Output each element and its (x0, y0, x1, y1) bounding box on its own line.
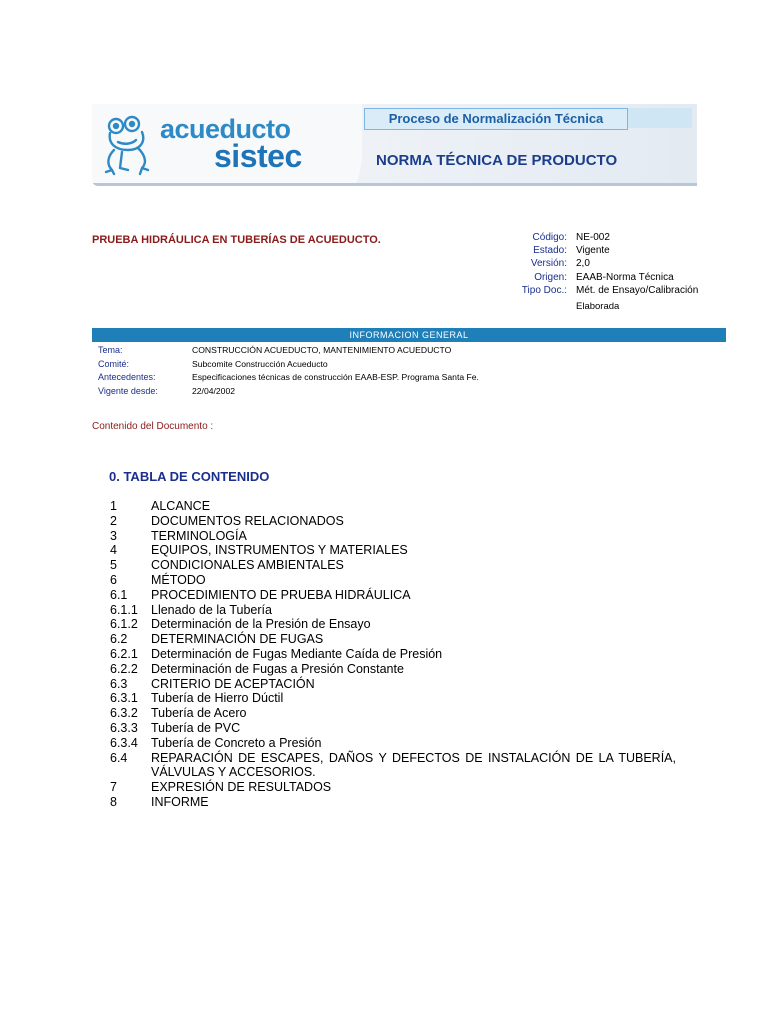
info-general-table (92, 345, 726, 399)
info-value: Subcomite Construcción Acueducto (192, 358, 328, 369)
info-general-header: INFORMACION GENERAL (92, 328, 726, 342)
toc-text: DOCUMENTOS RELACIONADOS (151, 513, 344, 528)
meta-label: Origen: (534, 271, 567, 283)
toc-number: 4 (110, 543, 117, 558)
toc-item[interactable] (110, 499, 676, 514)
brand-name-line1: acueducto (160, 114, 291, 144)
toc-text: ALCANCE (151, 499, 211, 513)
toc-number: 6.2 (110, 632, 128, 647)
meta-value: Mét. de Ensayo/Calibración (576, 284, 699, 296)
info-label: Vigente desde: (98, 385, 158, 396)
toc-text: Tubería de Concreto a Presión (151, 735, 322, 750)
product-title: NORMA TÉCNICA DE PRODUCTO (376, 152, 618, 169)
meta-label: Tipo Doc.: (521, 284, 567, 296)
toc-number: 6.1.1 (110, 602, 138, 617)
toc-item[interactable] (110, 677, 676, 692)
toc-text: CONDICIONALES AMBIENTALES (151, 558, 344, 573)
toc-number: 6.1 (110, 587, 128, 602)
process-subtitle: Proceso de Normalización Técnica (364, 108, 628, 130)
toc-item[interactable] (110, 706, 676, 721)
meta-row-origen (480, 271, 698, 284)
toc-number: 8 (110, 794, 117, 809)
frog-logo-icon (98, 112, 164, 178)
meta-label: Versión: (530, 258, 567, 270)
banner-divider (92, 183, 697, 186)
toc-item[interactable] (110, 514, 676, 529)
toc-item[interactable] (110, 780, 676, 795)
toc-item[interactable] (110, 573, 676, 588)
info-value: CONSTRUCCIÓN ACUEDUCTO, MANTENIMIENTO ACUEDUCTO (192, 345, 452, 355)
toc-text: Tubería de PVC (151, 720, 241, 735)
meta-value: EAAB-Norma Técnica (576, 271, 674, 283)
toc-number: 3 (110, 528, 117, 543)
document-metadata (480, 231, 698, 311)
toc-text: MÉTODO (151, 572, 206, 587)
document-title: PRUEBA HIDRÁULICA EN TUBERÍAS DE ACUEDUCTO. (92, 234, 381, 246)
meta-label: Código: (532, 232, 567, 243)
header-banner (92, 104, 697, 186)
info-row-antecedentes (92, 372, 726, 386)
toc-item[interactable] (110, 795, 676, 810)
table-of-contents (110, 499, 676, 810)
toc-item[interactable] (110, 632, 676, 647)
toc-text: DETERMINACIÓN DE FUGAS (151, 632, 324, 647)
toc-number: 2 (110, 513, 117, 528)
meta-label: Estado: (533, 245, 567, 257)
info-value: 22/04/2002 (192, 385, 236, 396)
meta-row-codigo (480, 231, 698, 244)
toc-text: Determinación de Fugas Mediante Caída de Presión (151, 646, 443, 661)
toc-number: 6.3.2 (110, 706, 138, 721)
meta-row-estado (480, 244, 698, 257)
toc-text: EXPRESIÓN DE RESULTADOS (151, 780, 332, 795)
toc-item[interactable] (110, 691, 676, 706)
toc-number: 6.3.3 (110, 720, 138, 735)
toc-item[interactable] (110, 647, 676, 662)
toc-number: 6.2.2 (110, 661, 138, 676)
toc-number: 6.3 (110, 676, 128, 691)
toc-number: 6.3.4 (110, 735, 138, 750)
meta-row-tipo-doc (480, 284, 698, 297)
toc-item[interactable] (110, 543, 676, 558)
meta-value: Vigente (576, 245, 610, 257)
toc-item[interactable] (110, 529, 676, 544)
toc-text: TERMINOLOGÍA (151, 528, 247, 543)
toc-number: 6.2.1 (110, 646, 138, 661)
toc-heading: 0. TABLA DE CONTENIDO (109, 469, 270, 484)
toc-item[interactable] (110, 558, 676, 573)
info-label: Tema: (98, 345, 123, 355)
toc-text: Determinación de Fugas a Presión Constante (151, 661, 404, 676)
toc-number: 7 (110, 780, 117, 795)
toc-text: CRITERIO DE ACEPTACIÓN (151, 676, 315, 691)
toc-number: 6.3.1 (110, 691, 138, 706)
toc-item[interactable] (110, 617, 676, 632)
info-row-vigente-desde (92, 386, 726, 400)
brand-name-line2: sistec (214, 138, 302, 174)
toc-text: Tubería de Hierro Dúctil (151, 691, 284, 706)
toc-item[interactable] (110, 603, 676, 618)
info-value: Especificaciones técnicas de construcción EAAB-ESP. Programa Santa Fe. (192, 372, 479, 383)
toc-text: Determinación de la Presión de Ensayo (151, 617, 371, 632)
toc-item[interactable] (110, 588, 676, 603)
info-label: Comité: (98, 358, 130, 369)
contenido-label: Contenido del Documento : (92, 421, 214, 432)
toc-item[interactable] (110, 662, 676, 677)
toc-text: INFORME (151, 794, 209, 809)
toc-text: EQUIPOS, INSTRUMENTOS Y MATERIALES (151, 543, 408, 558)
toc-text: REPARACIÓN DE ESCAPES, DAÑOS Y DEFECTOS DE INSTALACIÓN DE LA TUBERÍA, VÁLVULAS Y ACCESORIOS. (151, 750, 676, 780)
toc-item[interactable] (110, 751, 676, 781)
toc-number: 6.4 (110, 750, 128, 765)
toc-item[interactable] (110, 721, 676, 736)
toc-number: 1 (110, 499, 117, 513)
toc-number: 6.1.2 (110, 617, 138, 632)
toc-text: PROCEDIMIENTO DE PRUEBA HIDRÁULICA (151, 587, 411, 602)
info-row-comite (92, 359, 726, 373)
toc-text: Llenado de la Tubería (151, 602, 272, 617)
toc-item[interactable] (110, 736, 676, 751)
info-row-tema (92, 345, 726, 359)
toc-number: 5 (110, 558, 117, 573)
meta-value: NE-002 (576, 232, 610, 243)
meta-value: 2,0 (576, 258, 590, 270)
toc-text: Tubería de Acero (151, 706, 247, 721)
toc-number: 6 (110, 572, 117, 587)
subtitle-tab-decoration (628, 108, 692, 128)
info-label: Antecedentes: (98, 372, 156, 383)
meta-row-version (480, 257, 698, 270)
meta-status-extra: Elaborada (576, 300, 620, 312)
